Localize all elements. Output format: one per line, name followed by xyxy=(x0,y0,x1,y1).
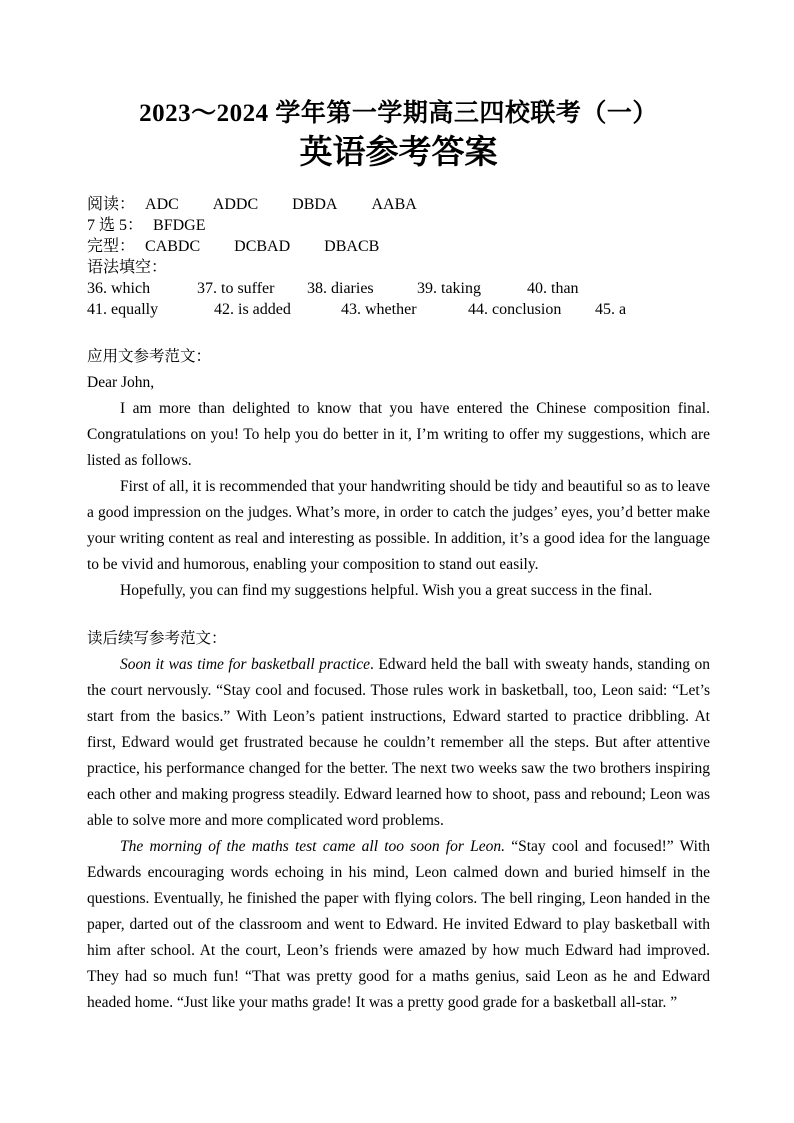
continuation-paragraph-lead: Soon it was time for basketball practice xyxy=(120,655,370,673)
reading-group: ADC xyxy=(145,195,179,213)
continuation-writing-section xyxy=(87,626,710,1016)
grammar-answers-row-1 xyxy=(87,278,710,299)
seven-choose-five-label: 7 选 5： xyxy=(87,216,144,234)
cloze-group: DBACB xyxy=(324,237,380,255)
continuation-paragraph-lead: The morning of the maths test came all too soon for Leon. xyxy=(120,837,505,855)
letter-paragraph: I am more than delighted to know that you have entered the Chinese composition final. Congratulations on you! To help you do better in it, I’m writing to offer my suggestions, which are listed as follows. xyxy=(87,399,710,469)
reading-group: AABA xyxy=(371,195,417,213)
cloze-group: CABDC xyxy=(145,237,201,255)
letter-paragraph: First of all, it is recommended that your handwriting should be tidy and beautiful so as to leave a good impression on the judges. What’s more, in order to catch the judges’ eyes, you’d better make your writing content as real and interesting as possible. In addition, it’s a good idea for the language to be vivid and humorous, enabling your composition to stand out easily. xyxy=(87,477,710,573)
cloze-label: 完型： xyxy=(87,237,136,255)
continuation-paragraph xyxy=(87,652,710,834)
cloze-answers-line xyxy=(87,236,710,257)
continuation-section-label: 读后续写参考范文： xyxy=(87,629,227,647)
grammar-answer: 37. to suffer xyxy=(197,279,275,297)
grammar-answer: 45. a xyxy=(595,300,627,318)
grammar-answer: 41. equally xyxy=(87,300,159,318)
reading-group: ADDC xyxy=(212,195,259,213)
answer-key xyxy=(87,194,710,320)
grammar-answer: 38. diaries xyxy=(307,279,374,297)
reading-group: DBDA xyxy=(292,195,338,213)
grammar-answer: 44. conclusion xyxy=(468,300,562,318)
seven-choose-five-group: BFDGE xyxy=(153,216,206,234)
continuation-paragraph-body: . Edward held the ball with sweaty hands, standing on the court nervously. “Stay cool and focused. Those rules work in basketball, too, Leon said: “Let’s start from the basics.” With Leon’s patient instructions, Edward started to practice dribbling. At first, Edward would get frustrated because he couldn’t remember all the steps. But after attentive practice, his performance changed for the better. The next two weeks saw the two brothers inspiring each other and making progress steadily. Edward learned how to shoot, pass and rebound; Leon was able to solve more and more complicated word problems. xyxy=(87,655,710,829)
grammar-answer: 43. whether xyxy=(341,300,417,318)
continuation-paragraph-body: “Stay cool and focused!” With Edwards encouraging words echoing in his mind, Leon calmed down and buried himself in the questions. Eventually, he finished the paper with flying colors. The bell ringing, Leon handed in the paper, darted out of the classroom and went to Edward. He invited Edward to play basketball with him after school. At the court, Leon’s friends were amazed by how much Edward had improved. They had so much fun! “That was pretty good for a maths genius, said Leon as he and Edward headed home. “Just like your maths grade! It was a pretty good grade for a basketball all-star. ” xyxy=(87,837,710,1011)
applied-writing-section xyxy=(87,344,710,604)
grammar-answers-row-2 xyxy=(87,299,710,320)
seven-choose-five-line xyxy=(87,215,710,236)
grammar-fill-label: 语法填空： xyxy=(87,258,168,276)
grammar-fill-label-line xyxy=(87,257,710,278)
document-title: 2023～2024 学年第一学期高三四校联考（一） xyxy=(139,100,658,127)
grammar-answer: 36. which xyxy=(87,279,151,297)
grammar-answer: 40. than xyxy=(527,279,579,297)
reading-label: 阅读： xyxy=(87,195,136,213)
document-subtitle: 英语参考答案 xyxy=(299,135,498,172)
grammar-answer: 42. is added xyxy=(214,300,291,318)
applied-writing-section-label: 应用文参考范文： xyxy=(87,347,212,365)
cloze-group: DCBAD xyxy=(234,237,291,255)
letter-paragraph: Hopefully, you can find my suggestions helpful. Wish you a great success in the final. xyxy=(120,581,653,599)
grammar-answer: 39. taking xyxy=(417,279,481,297)
letter-salutation: Dear John, xyxy=(87,373,155,391)
reading-answers-line xyxy=(87,194,710,215)
continuation-paragraph xyxy=(87,834,710,1016)
